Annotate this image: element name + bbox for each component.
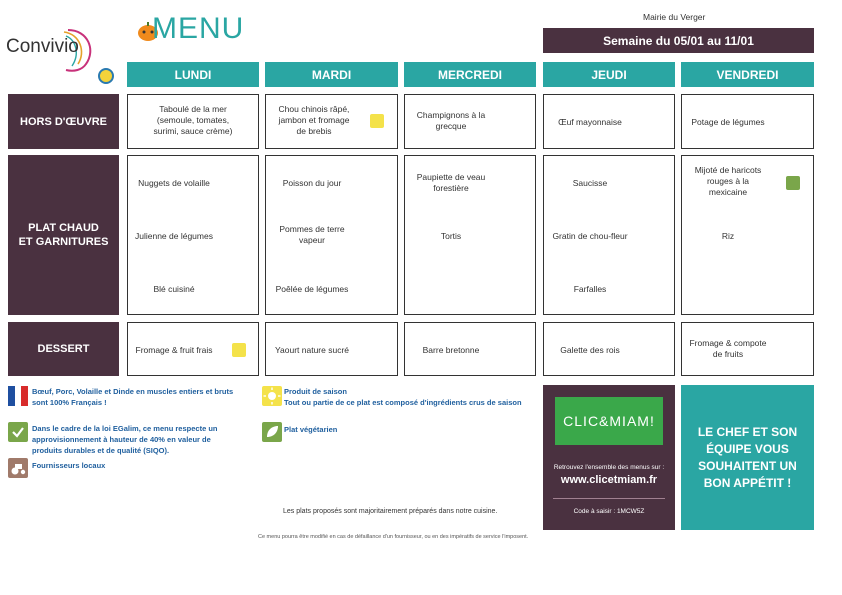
legend-local: Fournisseurs locaux	[32, 461, 106, 470]
dish: Saucisse	[572, 178, 608, 188]
retrouvez-text: Retrouvez l'ensemble des menus sur :	[553, 464, 665, 471]
leaf-legend-icon	[262, 422, 282, 442]
dish: Poêlée de légumes	[275, 284, 349, 294]
menu-title: MENU	[152, 12, 245, 45]
menu-cell	[127, 155, 259, 315]
divider	[553, 498, 665, 499]
dish: Potage de légumes	[691, 117, 765, 127]
legend-vegetarian: Plat végétarien	[284, 425, 338, 434]
dish: Taboulé de la mer (semoule, tomates, surimi, sauce crème)	[153, 104, 233, 136]
legend-french-meat: Bœuf, Porc, Volaille et Dinde en muscles entiers et bruts sont 100% Français !	[32, 387, 234, 407]
menu-cell	[265, 155, 398, 315]
day-header-thursday: JEUDI	[543, 62, 675, 87]
seasonal-product-icon	[232, 343, 246, 357]
row-label-dessert: DESSERT	[8, 322, 119, 376]
vegetarian-icon	[786, 176, 800, 190]
menu-cell	[127, 94, 259, 149]
access-code: Code à saisir : 1MCW5Z	[573, 508, 645, 515]
day-header-friday: VENDREDI	[681, 62, 814, 87]
menu-cell	[681, 155, 814, 315]
dish: Riz	[721, 231, 735, 241]
seasonal-product-icon	[370, 114, 384, 128]
clicmiam-panel	[543, 385, 675, 530]
menu-cell	[543, 322, 675, 376]
egalim-check-icon	[8, 422, 28, 442]
row-label-hors-doeuvre: HORS D'ŒUVRE	[8, 94, 119, 149]
dish: Nuggets de volaille	[138, 178, 210, 188]
french-flag-icon	[8, 386, 28, 406]
clicmiam-link[interactable]: www.clicetmiam.fr	[560, 474, 658, 486]
dish: Pommes de terre vapeur	[279, 224, 345, 245]
menu-cell	[404, 94, 536, 149]
disclaimer: Ce menu pourra être modifié en cas de défaillance d'un fournisseur, ou en des impératifs de service l'imposent.	[258, 534, 529, 540]
legend-egalim: Dans le cadre de la loi EGalim, ce menu respecte un approvisionnement à hauteur de 40% en valeur de produits durables et de qualité (SIQO).	[32, 424, 218, 455]
legend-seasonal: Produit de saison Tout ou partie de ce plat est composé d'ingrédients crus de saison	[284, 387, 522, 407]
logo-text: Convivio	[6, 36, 79, 57]
dish: Champignons à la grecque	[416, 110, 486, 131]
dish: Œuf mayonnaise	[558, 117, 622, 127]
dish: Fromage & fruit frais	[135, 345, 213, 355]
dish: Yaourt nature sucré	[274, 345, 350, 355]
menu-cell	[404, 322, 536, 376]
menu-cell	[681, 322, 814, 376]
prepared-note: Les plats proposés sont majoritairement préparés dans notre cuisine.	[283, 508, 498, 515]
dish: Blé cuisiné	[153, 284, 195, 294]
award-badge-icon	[98, 68, 114, 84]
dish: Julienne de légumes	[135, 231, 213, 241]
menu-cell	[127, 322, 259, 376]
tractor-icon	[8, 458, 28, 478]
week-banner: Semaine du 05/01 au 11/01	[543, 28, 814, 53]
dish: Galette des rois	[560, 345, 620, 355]
dish: Chou chinois râpé, jambon et fromage de brebis	[278, 104, 350, 136]
dish: Farfalles	[573, 284, 607, 294]
menu-cell	[404, 155, 536, 315]
dish: Paupiette de veau forestière	[416, 172, 486, 193]
menu-cell	[265, 94, 398, 149]
convivio-logo	[6, 24, 96, 72]
menu-cell	[265, 322, 398, 376]
dish: Mijoté de haricots rouges à la mexicaine	[694, 165, 762, 197]
menu-cell	[543, 155, 675, 315]
clicmiam-logo: CLIC&MIAM!	[555, 397, 663, 445]
dish: Fromage & compote de fruits	[689, 338, 767, 359]
day-header-wednesday: MERCREDI	[404, 62, 536, 87]
mairie-label: Mairie du Verger	[643, 12, 706, 22]
row-label-plat-chaud: PLAT CHAUD ET GARNITURES	[8, 155, 119, 315]
menu-cell	[543, 94, 675, 149]
dish: Barre bretonne	[422, 345, 480, 355]
sun-legend-icon	[262, 386, 282, 406]
day-header-tuesday: MARDI	[265, 62, 398, 87]
dish: Gratin de chou-fleur	[552, 231, 628, 241]
dish: Tortis	[440, 231, 462, 241]
chef-message: LE CHEF ET SON ÉQUIPE VOUS SOUHAITENT UN BON APPÉTIT !	[681, 385, 814, 530]
dish: Poisson du jour	[282, 178, 342, 188]
menu-cell	[681, 94, 814, 149]
day-header-monday: LUNDI	[127, 62, 259, 87]
